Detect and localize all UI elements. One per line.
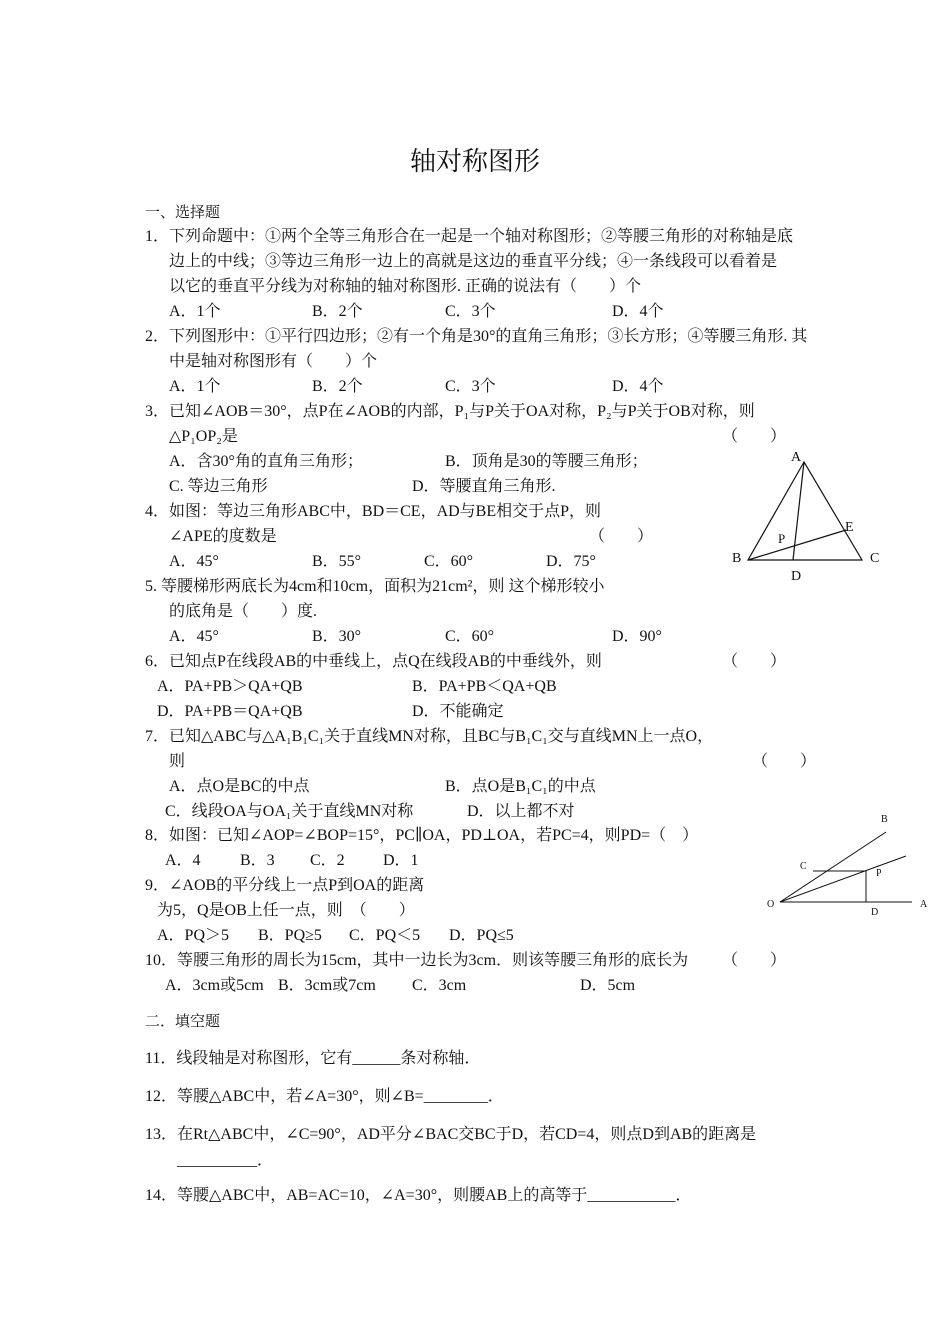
q6-option-a: A．PA+PB＞QA+QB (157, 678, 303, 695)
fig2-label-p: P (876, 868, 882, 879)
q8-option-b: B．3 (240, 852, 275, 869)
q7-answer-paren: （ ） (752, 753, 817, 770)
q1-line-1: 1．下列命题中：①两个全等三角形合在一起是一个轴对称图形；②等腰三角形的对称轴是底 (145, 228, 794, 245)
q7-option-c: C．线段OA与OA₁关于直线MN对称 (165, 803, 414, 820)
q3-option-b: B．顶角是30的等腰三角形； (445, 453, 648, 470)
q8-option-a: A．4 (165, 852, 201, 869)
q8-option-c: C．2 (310, 852, 345, 869)
fig1-label-c: C (870, 551, 880, 566)
q5-option-a: A．45° (169, 628, 219, 645)
q4-option-b: B．55° (312, 553, 362, 570)
q7-option-d: D．以上都不对 (467, 803, 575, 820)
q12-line: 12．等腰△ABC中，若∠A=30°，则∠B=________． (145, 1088, 504, 1105)
q7-line-2: 则 (169, 753, 186, 770)
q2-option-d: D．4个 (612, 378, 664, 395)
section-fill-heading: 二．填空题 (145, 1012, 221, 1030)
q5-option-b: B．30° (312, 628, 362, 645)
q2-line-1: 2．下列图形中：①平行四边形；②有一个角是30°的直角三角形；③长方形；④等腰三角形. 其 (145, 328, 808, 345)
fig1-label-b: B (732, 551, 742, 566)
q13-line-2: __________． (177, 1152, 274, 1169)
fig1-label-p: P (778, 531, 786, 546)
q2-option-a: A．1个 (169, 378, 221, 395)
ray-ob (780, 832, 886, 902)
q9-line-1: 9．∠AOB的平分线上一点P到OA的距离 (145, 877, 425, 894)
q9-option-c: C．PQ＜5 (349, 927, 421, 944)
fig1-label-e: E (845, 520, 854, 535)
q9-option-b: B．PQ≥5 (258, 927, 322, 944)
q1-line-3: 以它的垂直平分线为对称轴的轴对称图形. 正确的说法有（ ）个 (169, 278, 642, 295)
q10-option-b: B．3cm或7cm (278, 977, 376, 994)
q4-option-d: D．75° (546, 553, 596, 570)
q9-option-d: D．PQ≤5 (449, 927, 514, 944)
q4-option-a: A．45° (169, 553, 219, 570)
q8-option-d: D．1 (383, 852, 419, 869)
q5-option-d: D．90° (612, 628, 662, 645)
q14-line: 14．等腰△ABC中，AB=AC=10，∠A=30°，则腰AB上的高等于___________． (145, 1187, 692, 1204)
q10-option-d: D．5cm (580, 977, 636, 994)
page-title: 轴对称图形 (409, 147, 540, 177)
q1-option-a: A．1个 (169, 303, 221, 320)
triangle-abc (748, 462, 862, 560)
q1-line-2: 边上的中线；③等边三角形一边上的高就是这边的垂直平分线；④一条线段可以看着是 (169, 253, 778, 270)
fig2-label-o: O (767, 899, 775, 910)
q1-option-c: C．3个 (445, 303, 496, 320)
q4-line-1: 4．如图：等边三角形ABC中，BD＝CE，AD与BE相交于点P，则 (145, 503, 602, 520)
q10-line-1: 10．等腰三角形的周长为15cm，其中一边长为3cm．则该等腰三角形的底长为 (145, 952, 689, 969)
q7-option-a: A．点O是BC的中点 (169, 778, 310, 795)
ray-op (780, 856, 906, 902)
fig2-label-d: D (871, 907, 879, 918)
fig2-label-b: B (881, 814, 888, 825)
q7-line-1: 7．已知△ABC与△A₁B₁C₁关于直线MN对称，且BC与B₁C₁交与直线MN上一点O， (145, 728, 714, 745)
q4-answer-paren: （ ） (589, 528, 654, 545)
q6-option-b: B．PA+PB＜QA+QB (412, 678, 557, 695)
q3-option-c: C. 等边三角形 (169, 478, 268, 495)
q5-line-2: 的底角是（ ）度. (169, 603, 318, 620)
q6-line-1: 6．已知点P在线段AB的中垂线上，点Q在线段AB的中垂线外，则 (145, 653, 602, 670)
figure-equilateral-triangle (725, 445, 890, 590)
q4-option-c: C．60° (424, 553, 474, 570)
q6-answer-paren: （ ） (722, 653, 787, 670)
q1-option-d: D．4个 (612, 303, 664, 320)
q4-line-2: ∠APE的度数是 (169, 528, 277, 545)
q3-line-2: △P₁OP₂是 (169, 428, 238, 445)
q13-line-1: 13．在Rt△ABC中，∠C=90°，AD平分∠BAC交BC于D，若CD=4，则点D到AB的距离是 (145, 1126, 757, 1143)
q9-option-a: A．PQ＞5 (157, 927, 230, 944)
q2-line-2: 中是轴对称图形有（ ）个 (169, 353, 378, 370)
q7-option-b: B．点O是B₁C₁的中点 (445, 778, 596, 795)
q10-option-c: C．3cm (412, 977, 467, 994)
fig2-label-a: A (920, 899, 928, 910)
q6-option-d: D．不能确定 (412, 703, 504, 720)
q3-line-1: 3．已知∠AOB＝30°，点P在∠AOB的内部，P₁与P关于OA对称，P₂与P关于OB对称，则 (145, 403, 755, 420)
q2-option-c: C．3个 (445, 378, 496, 395)
q2-option-b: B．2个 (312, 378, 363, 395)
q5-option-c: C．60° (445, 628, 495, 645)
q8-line-1: 8．如图：已知∠AOP=∠BOP=15°，PC∥OA，PD⊥OA，若PC=4，则PD=（ ） (145, 827, 699, 844)
q3-answer-paren: （ ） (722, 428, 787, 445)
section-choice-heading: 一、选择题 (145, 203, 221, 221)
q9-line-2: 为5，Q是OB上任一点，则 （ ） (157, 902, 415, 919)
fig1-label-a: A (791, 450, 802, 465)
q3-option-d: D．等腰直角三角形. (412, 478, 556, 495)
fig2-label-c: C (800, 861, 807, 872)
q1-option-b: B．2个 (312, 303, 363, 320)
q10-answer-paren: （ ） (722, 952, 787, 969)
q5-line-1: 5. 等腰梯形两底长为4cm和10cm，面积为21cm²，则 这个梯形较小 (145, 578, 605, 595)
fig1-label-d: D (791, 569, 802, 584)
q6-option-c: D．PA+PB＝QA+QB (157, 703, 303, 720)
q10-option-a: A．3cm或5cm (165, 977, 264, 994)
figure-angle-bisector (760, 805, 940, 925)
q11-line: 11．线段轴是对称图形，它有______条对称轴． (145, 1050, 481, 1067)
q3-option-a: A．含30°角的直角三角形； (169, 453, 363, 470)
